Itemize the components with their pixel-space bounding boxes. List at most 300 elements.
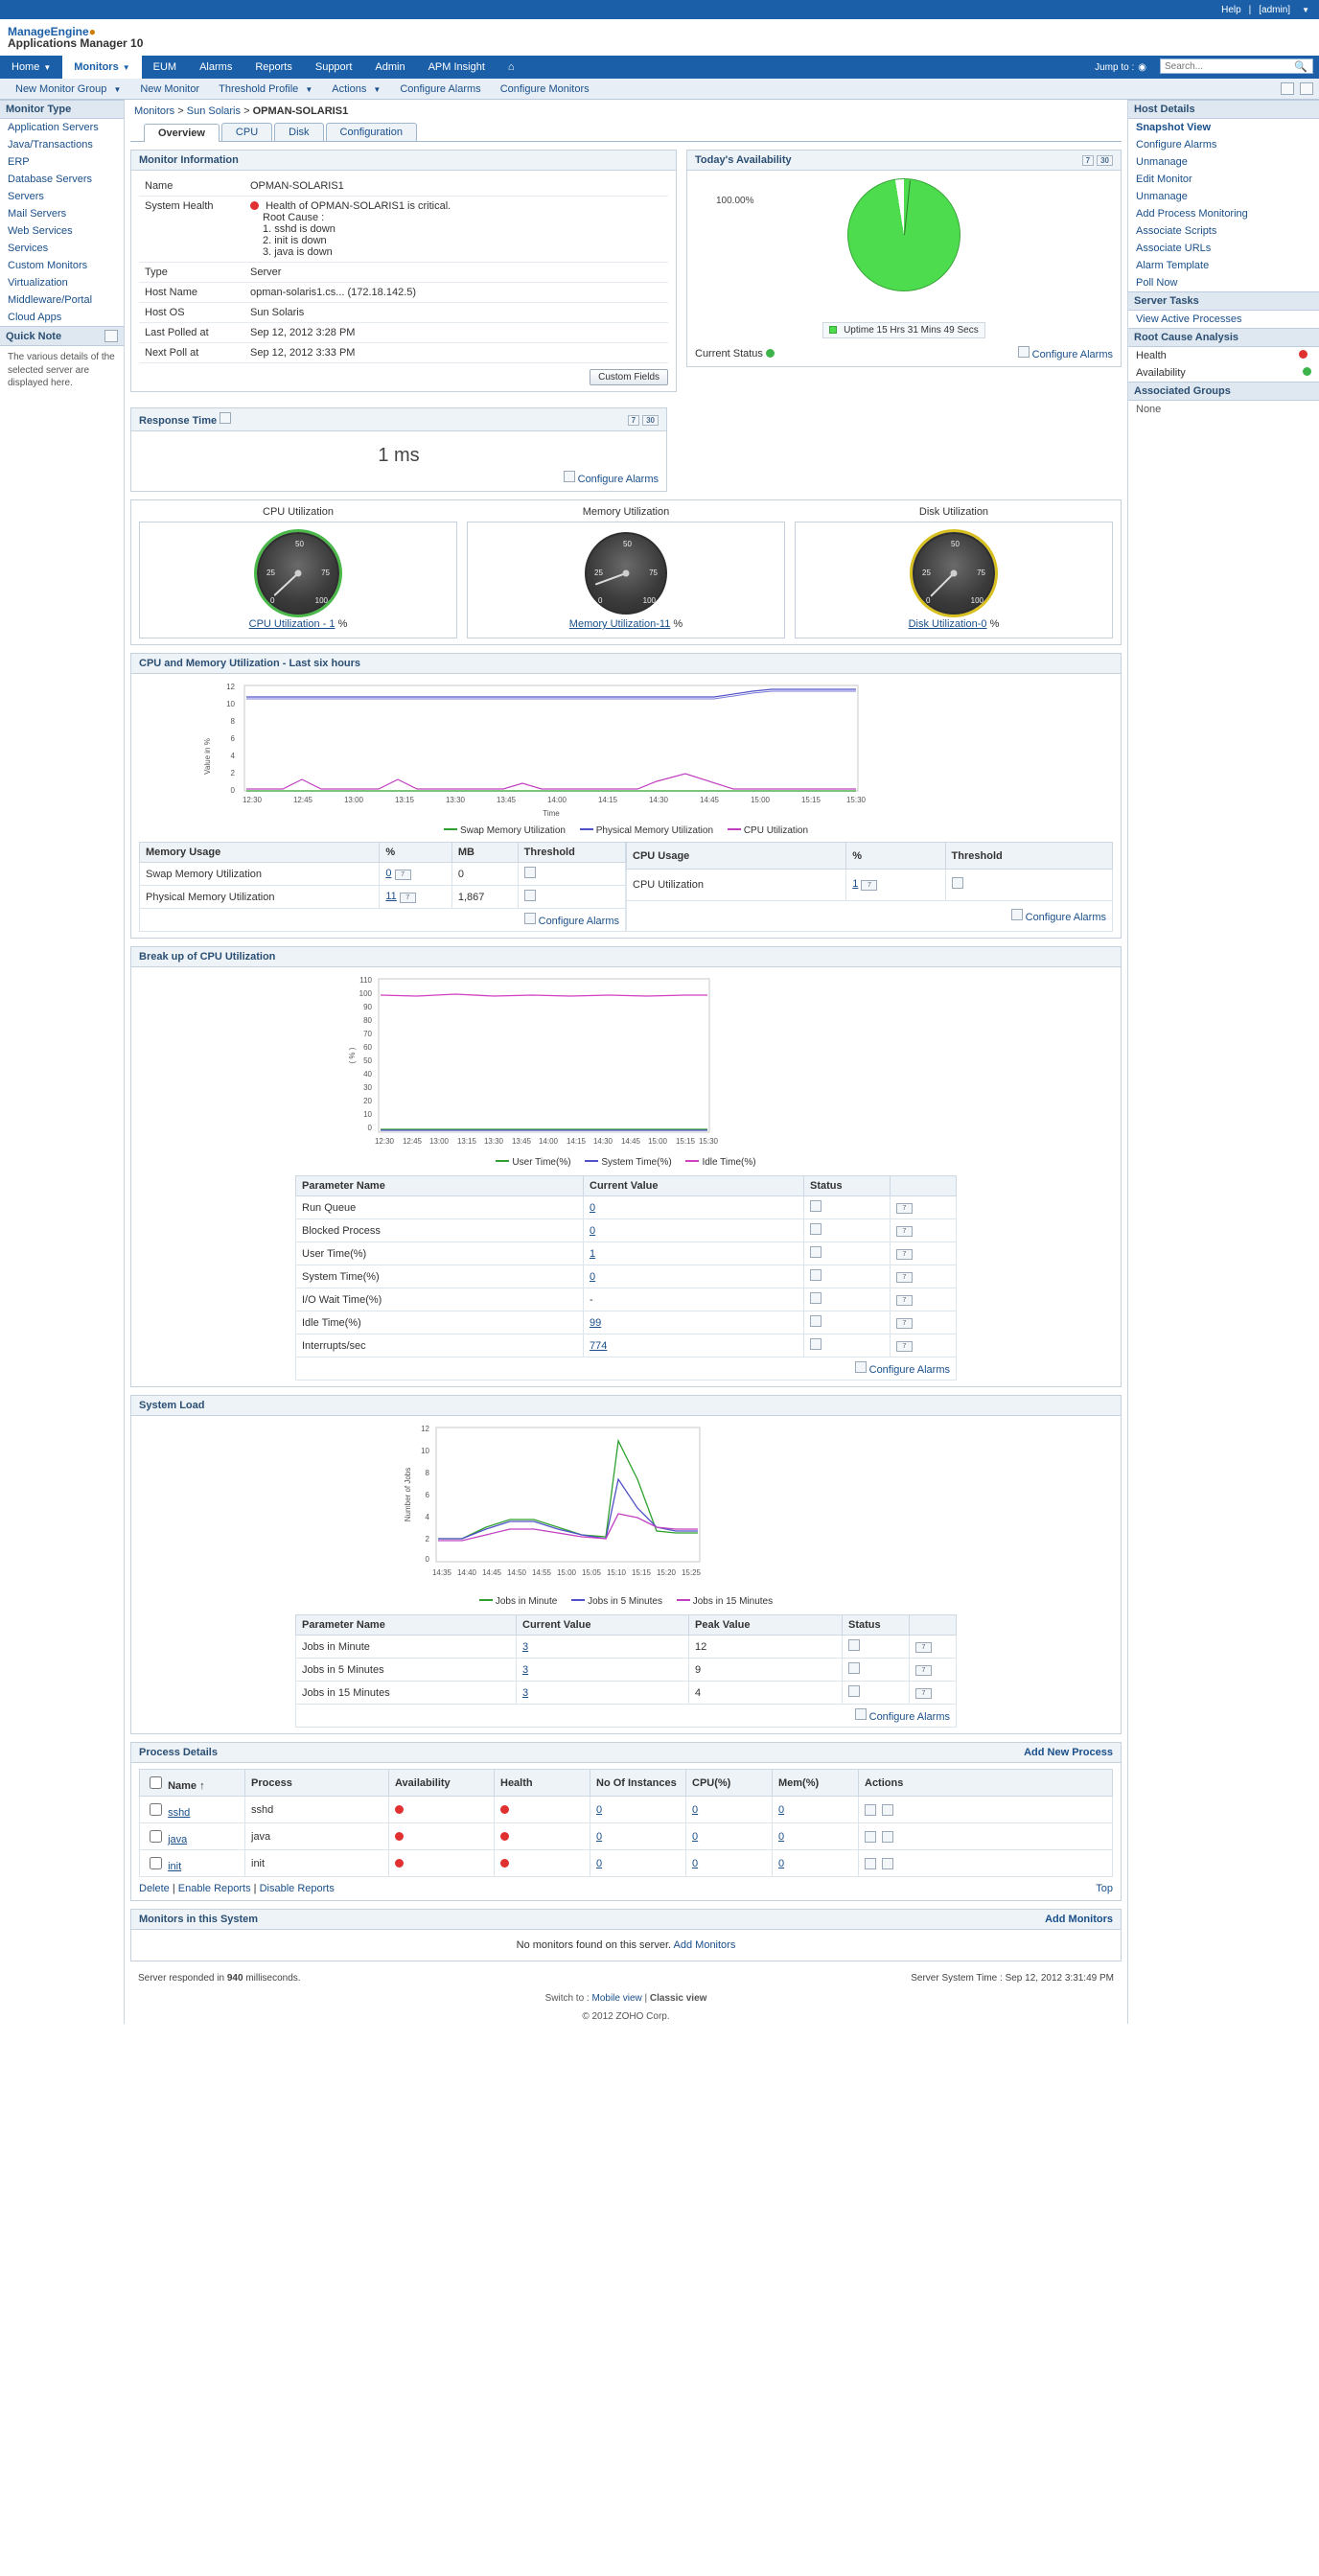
- tab-overview[interactable]: Overview: [144, 124, 220, 142]
- response-time-body: [131, 431, 666, 491]
- svg-text:15:30: 15:30: [845, 796, 867, 804]
- add-process-monitoring-link[interactable]: Add Process Monitoring: [1136, 208, 1248, 220]
- process-row-2-instances: 0: [590, 1850, 686, 1877]
- nav-item-support[interactable]: Support: [314, 61, 353, 73]
- cpu-utilization-link[interactable]: CPU Utilization - 1: [248, 618, 336, 630]
- alarm-config-icon[interactable]: [1011, 909, 1023, 920]
- sl-row-0-peak: 12: [689, 1636, 843, 1659]
- table-row: [627, 900, 1113, 931]
- sl-row-0-name: Jobs in Minute: [296, 1636, 517, 1659]
- svg-text:13:00: 13:00: [343, 796, 364, 804]
- process-row-1-health: [495, 1823, 590, 1850]
- svg-text:12:30: 12:30: [242, 796, 263, 804]
- graph-icon[interactable]: 7: [896, 1226, 913, 1237]
- utilization-gauges-box: [130, 499, 1122, 645]
- param-idle-time-status: [804, 1311, 891, 1334]
- tab-configuration[interactable]: Configuration: [326, 123, 417, 141]
- threshold-icon[interactable]: [524, 890, 536, 901]
- sl-row-0-current: 3: [517, 1636, 689, 1659]
- response-time-configure-alarms-link[interactable]: Configure Alarms: [577, 474, 659, 485]
- break-cpu-configure-cell: [296, 1358, 957, 1381]
- chart-icon[interactable]: [220, 412, 231, 424]
- sl-row-2-name: Jobs in 15 Minutes: [296, 1682, 517, 1705]
- alarm-config-icon[interactable]: [882, 1804, 893, 1816]
- threshold-icon[interactable]: [810, 1200, 821, 1212]
- root-cause-3: 3. java is down: [263, 246, 333, 258]
- quick-note-header: [0, 326, 124, 346]
- graph-icon[interactable]: 7: [896, 1341, 913, 1352]
- cpu-memory-chart-box: [130, 653, 1122, 939]
- th-memory-pct: %: [380, 843, 452, 863]
- response-time-box: [130, 407, 667, 492]
- graph-icon[interactable]: 7: [896, 1203, 913, 1214]
- threshold-icon[interactable]: [848, 1639, 860, 1651]
- toolbar-configure-monitors[interactable]: Configure Monitors: [499, 82, 590, 95]
- range-7-days-button[interactable]: 7: [1082, 155, 1094, 166]
- nav-item-reports[interactable]: Reports: [255, 61, 292, 73]
- row-checkbox[interactable]: [150, 1830, 162, 1843]
- associated-groups-title: Associated Groups: [1128, 382, 1319, 401]
- health-critical-text: Health of OPMAN-SOLARIS1 is critical.: [266, 200, 451, 212]
- param-user-time-name: User Time(%): [296, 1242, 584, 1265]
- legend-jobs-in-15-minutes: Jobs in 15 Minutes: [677, 1596, 773, 1607]
- associate-scripts-link[interactable]: Associate Scripts: [1136, 225, 1217, 237]
- graph-icon[interactable]: 7: [915, 1642, 932, 1653]
- gauge-title-disk: Disk Utilization: [918, 506, 989, 518]
- info-label-host-name: Host Name: [139, 283, 244, 303]
- system-load-legend: [139, 1594, 1113, 1607]
- sidebar-item-web-services[interactable]: Web Services: [8, 225, 73, 237]
- process-row-0-process: sshd: [245, 1797, 389, 1823]
- uptime-color-swatch: [829, 326, 837, 334]
- graph-icon[interactable]: 7: [896, 1249, 913, 1260]
- mobile-view-link[interactable]: Mobile view: [591, 1993, 642, 2004]
- edit-icon[interactable]: [865, 1804, 876, 1816]
- nav-item-admin[interactable]: Admin: [375, 61, 405, 73]
- process-row-2-health: [495, 1850, 590, 1877]
- toolbar-new-monitor[interactable]: New Monitor: [140, 82, 200, 95]
- main-navigation: [0, 56, 1319, 79]
- param-run-queue-graph: [891, 1196, 957, 1219]
- breadcrumb-sep-2: >: [243, 105, 250, 117]
- process-row-0-health: [495, 1797, 590, 1823]
- associate-urls-link[interactable]: Associate URLs: [1136, 243, 1212, 254]
- cpu-memory-chart-header: [131, 654, 1121, 674]
- footer-copyright: © 2012 ZOHO Corp.: [582, 2011, 670, 2022]
- memory-row-0-name: Swap Memory Utilization: [140, 863, 380, 886]
- user-menu-link[interactable]: [admin]: [1259, 4, 1291, 15]
- process-row-1-cpu: 0: [686, 1823, 773, 1850]
- th-parameter-name: Parameter Name: [296, 1176, 584, 1196]
- process-row-2-name[interactable]: init: [140, 1850, 245, 1877]
- cpu-row-0-threshold: [945, 870, 1112, 900]
- add-new-process-link[interactable]: Add New Process: [1024, 1747, 1113, 1758]
- memory-row-1-mb: 1,867: [451, 886, 518, 909]
- current-status-group: [695, 348, 775, 360]
- response-time-title-group: [139, 412, 231, 427]
- sl-row-1-graph: [910, 1659, 957, 1682]
- th-process-name[interactable]: Name ↑: [140, 1770, 245, 1797]
- th-sl-graph: [910, 1615, 957, 1636]
- threshold-icon[interactable]: [848, 1662, 860, 1674]
- availability-configure-alarms-link[interactable]: Configure Alarms: [1031, 349, 1113, 360]
- table-row: [296, 1358, 957, 1381]
- process-row-1-actions: [859, 1823, 1113, 1850]
- nav-item-monitors[interactable]: Monitors ▼: [62, 56, 141, 79]
- poll-now-link[interactable]: Poll Now: [1136, 277, 1178, 289]
- monitor-information-body: [131, 171, 676, 391]
- chevron-down-icon: ▼: [305, 84, 313, 94]
- memory-usage-table: [139, 842, 626, 932]
- expand-icon[interactable]: [104, 330, 118, 342]
- svg-text:13:15: 13:15: [394, 796, 415, 804]
- sl-row-0-status: [843, 1636, 910, 1659]
- sidebar-item-cloud-apps[interactable]: Cloud Apps: [8, 312, 62, 323]
- availability-pie-icon: [847, 178, 960, 291]
- memory-configure-alarms-link[interactable]: Configure Alarms: [538, 916, 619, 927]
- param-interrupts-status: [804, 1334, 891, 1358]
- alarm-config-icon[interactable]: [855, 1708, 867, 1720]
- gauge-cell-memory: [467, 522, 785, 638]
- chevron-down-icon: ▼: [122, 62, 130, 72]
- process-details-body: [131, 1763, 1121, 1900]
- th-cpu-pct: %: [846, 843, 945, 870]
- svg-text:14:55: 14:55: [531, 1568, 552, 1577]
- alarm-config-icon[interactable]: [882, 1831, 893, 1843]
- threshold-icon[interactable]: [848, 1685, 860, 1697]
- response-time-configure-row: [139, 471, 659, 485]
- configure-alarms-link[interactable]: Configure Alarms: [1136, 139, 1217, 151]
- select-all-checkbox[interactable]: [150, 1776, 162, 1789]
- top-link[interactable]: Top: [1096, 1883, 1113, 1894]
- right-sidebar: [1127, 100, 1319, 2024]
- break-cpu-svg: [139, 973, 1002, 1155]
- param-system-time-value: 0: [584, 1265, 804, 1288]
- info-value-system-health: [244, 197, 668, 263]
- svg-text:15:15: 15:15: [675, 1137, 696, 1146]
- param-blocked-process-status: [804, 1219, 891, 1242]
- memory-configure-cell: [140, 909, 626, 932]
- svg-text:15:15: 15:15: [631, 1568, 652, 1577]
- process-row-2-cpu: 0: [686, 1850, 773, 1877]
- svg-text:14:45: 14:45: [620, 1137, 641, 1146]
- svg-text:20: 20: [363, 1097, 372, 1105]
- enable-reports-link[interactable]: Enable Reports: [177, 1883, 251, 1894]
- table-row: [139, 283, 668, 303]
- graph-icon[interactable]: 7: [896, 1272, 913, 1283]
- sl-row-1-name: Jobs in 5 Minutes: [296, 1659, 517, 1682]
- svg-text:12: 12: [226, 683, 235, 691]
- add-monitors-link[interactable]: Add Monitors: [1045, 1914, 1113, 1925]
- jump-to-icon[interactable]: ◉: [1138, 61, 1146, 73]
- graph-icon[interactable]: 7: [400, 893, 416, 903]
- svg-text:6: 6: [425, 1491, 429, 1499]
- sidebar-item-virtualization[interactable]: Virtualization: [8, 277, 68, 289]
- svg-text:70: 70: [363, 1030, 372, 1038]
- response-time-panel: [130, 407, 667, 492]
- gauge-tick-25: 25: [922, 569, 931, 577]
- sidebar-item-middleware-portal[interactable]: Middleware/Portal: [8, 294, 93, 306]
- th-health: Health: [495, 1770, 590, 1797]
- breadcrumb-monitors[interactable]: Monitors: [134, 105, 175, 117]
- alarm-config-icon[interactable]: [564, 471, 575, 482]
- memory-row-1-name: Physical Memory Utilization: [140, 886, 380, 909]
- table-row: [140, 1850, 1113, 1877]
- monitors-empty-add-link[interactable]: Add Monitors: [673, 1939, 736, 1951]
- graph-icon[interactable]: 7: [861, 880, 877, 891]
- alarm-config-icon[interactable]: [882, 1858, 893, 1869]
- toolbar-threshold-profile[interactable]: Threshold Profile ▼: [219, 82, 313, 95]
- associated-groups-none: None: [1136, 404, 1162, 415]
- sl-row-1-current: 3: [517, 1659, 689, 1682]
- system-load-configure-alarms-link[interactable]: Configure Alarms: [868, 1711, 950, 1723]
- sidebar-item-mail-servers[interactable]: Mail Servers: [8, 208, 67, 220]
- system-load-table-wrap: [139, 1607, 1113, 1728]
- table-row: [140, 886, 626, 909]
- sl-row-2-graph: [910, 1682, 957, 1705]
- search-input[interactable]: [1161, 60, 1293, 73]
- cpu-configure-cell: [627, 900, 1113, 931]
- custom-fields-button[interactable]: Custom Fields: [590, 369, 668, 385]
- chevron-down-icon[interactable]: ▼: [1302, 5, 1309, 14]
- print-icon[interactable]: [1300, 82, 1313, 95]
- cpu-configure-alarms-link[interactable]: Configure Alarms: [1025, 911, 1106, 923]
- nav-item-alarms[interactable]: Alarms: [199, 61, 233, 73]
- svg-text:14:00: 14:00: [538, 1137, 559, 1146]
- threshold-icon[interactable]: [810, 1246, 821, 1258]
- topbar-separator: |: [1248, 4, 1252, 15]
- gauge-caption-disk: [796, 618, 1112, 630]
- unmanage-link-2[interactable]: Unmanage: [1136, 191, 1188, 202]
- left-sidebar: [0, 100, 125, 2024]
- svg-text:( % ): ( % ): [348, 1047, 357, 1064]
- table-row: [296, 1242, 957, 1265]
- snapshot-view-link[interactable]: Snapshot View: [1136, 122, 1212, 133]
- cpu-row-0-pct: 1 7: [846, 870, 945, 900]
- svg-text:15:00: 15:00: [647, 1137, 668, 1146]
- classic-view-label: Classic view: [649, 1993, 707, 2004]
- break-cpu-body: [131, 967, 1121, 1386]
- row-checkbox[interactable]: [150, 1857, 162, 1869]
- toolbar-configure-alarms[interactable]: Configure Alarms: [400, 82, 481, 95]
- svg-text:0: 0: [425, 1555, 429, 1564]
- table-header-row: [627, 843, 1113, 870]
- tab-cpu[interactable]: CPU: [221, 123, 272, 141]
- chevron-down-icon: ▼: [373, 84, 382, 94]
- threshold-icon[interactable]: [524, 867, 536, 878]
- threshold-icon[interactable]: [810, 1269, 821, 1281]
- break-cpu-legend: [139, 1155, 1113, 1168]
- gauge-tick-50: 50: [951, 540, 960, 548]
- monitors-in-system-body: [131, 1930, 1121, 1961]
- graph-icon[interactable]: 7: [915, 1688, 932, 1699]
- param-io-wait-graph: [891, 1288, 957, 1311]
- row-checkbox[interactable]: [150, 1803, 162, 1816]
- availability-down-icon: [395, 1832, 404, 1841]
- process-details-header: [131, 1743, 1121, 1763]
- memory-utilization-link[interactable]: Memory Utilization-11: [568, 618, 671, 630]
- toolbar-actions[interactable]: Actions ▼: [332, 82, 382, 95]
- cpu-gauge-icon: [257, 532, 339, 615]
- quick-note-title: Quick Note: [6, 330, 62, 342]
- page-body: [0, 100, 1319, 2024]
- disable-reports-link[interactable]: Disable Reports: [259, 1883, 335, 1894]
- svg-text:90: 90: [363, 1003, 372, 1011]
- threshold-icon[interactable]: [810, 1338, 821, 1350]
- alarm-config-icon[interactable]: [524, 913, 536, 924]
- break-cpu-configure-alarms-link[interactable]: Configure Alarms: [868, 1364, 950, 1376]
- nav-item-home[interactable]: Home ▼: [12, 61, 52, 73]
- health-critical-icon: [500, 1805, 509, 1814]
- svg-text:8: 8: [230, 717, 235, 726]
- svg-text:15:15: 15:15: [800, 796, 821, 804]
- home-icon[interactable]: ⌂: [507, 61, 515, 73]
- sidebar-item-erp[interactable]: ERP: [8, 156, 30, 168]
- root-cause-analysis-title: Root Cause Analysis: [1128, 328, 1319, 347]
- sl-row-2-peak: 4: [689, 1682, 843, 1705]
- svg-text:10: 10: [421, 1447, 429, 1455]
- footer-view-switch: [130, 1987, 1122, 2006]
- svg-text:13:30: 13:30: [445, 796, 466, 804]
- sidebar-item-services[interactable]: Services: [8, 243, 49, 254]
- sidebar-item-database-servers[interactable]: Database Servers: [8, 174, 93, 185]
- search-box[interactable]: [1160, 58, 1313, 74]
- help-link[interactable]: Help: [1221, 4, 1241, 15]
- nav-item-eum[interactable]: EUM: [152, 61, 177, 73]
- unmanage-link[interactable]: Unmanage: [1136, 156, 1188, 168]
- range-30-days-button[interactable]: 30: [1097, 155, 1113, 166]
- response-time-value: 1 ms: [378, 445, 420, 466]
- th-sl-current: Current Value: [517, 1615, 689, 1636]
- legend-jobs-in-5-minutes: Jobs in 5 Minutes: [571, 1596, 662, 1607]
- table-row: [140, 909, 626, 932]
- alarm-config-icon[interactable]: [855, 1361, 867, 1373]
- svg-text:13:00: 13:00: [428, 1137, 450, 1146]
- table-row: [296, 1334, 957, 1358]
- system-load-configure-cell: [296, 1705, 957, 1728]
- brand-header: [0, 19, 1319, 56]
- param-interrupts-name: Interrupts/sec: [296, 1334, 584, 1358]
- gauge-tick-0: 0: [598, 596, 603, 605]
- param-run-queue-value: 0: [584, 1196, 804, 1219]
- process-details-title: Process Details: [139, 1747, 218, 1758]
- jump-to-control[interactable]: [1087, 56, 1154, 79]
- toolbar-new-monitor-group[interactable]: New Monitor Group ▼: [15, 82, 122, 95]
- disk-utilization-link[interactable]: Disk Utilization-0: [908, 618, 987, 630]
- info-value-next-poll: Sep 12, 2012 3:33 PM: [244, 343, 668, 363]
- chevron-down-icon: ▼: [43, 62, 52, 72]
- svg-text:15:05: 15:05: [581, 1568, 602, 1577]
- availability-status-row: [695, 338, 1113, 360]
- response-range-7-button[interactable]: 7: [628, 415, 639, 426]
- breadcrumb-sun-solaris[interactable]: Sun Solaris: [186, 105, 242, 117]
- info-value-name: OPMAN-SOLARIS1: [244, 176, 668, 197]
- process-row-1-name[interactable]: java: [140, 1823, 245, 1850]
- disk-gauge-icon: [913, 532, 995, 615]
- memory-row-0-mb: 0: [451, 863, 518, 886]
- table-row: [296, 1311, 957, 1334]
- sidebar-item-custom-monitors[interactable]: Custom Monitors: [8, 260, 88, 271]
- svg-text:4: 4: [230, 752, 235, 760]
- svg-text:Time: Time: [543, 809, 560, 818]
- monitor-information-title: Monitor Information: [139, 154, 239, 166]
- sidebar-item-application-servers[interactable]: Application Servers: [8, 122, 99, 133]
- edit-monitor-link[interactable]: Edit Monitor: [1136, 174, 1192, 185]
- param-idle-time-graph: [891, 1311, 957, 1334]
- th-memory-mb: MB: [451, 843, 518, 863]
- th-cpu-usage: CPU Usage: [627, 843, 846, 870]
- edit-icon[interactable]: [865, 1831, 876, 1843]
- alarm-template-link[interactable]: Alarm Template: [1136, 260, 1210, 271]
- th-process: Process: [245, 1770, 389, 1797]
- svg-text:15:25: 15:25: [681, 1568, 702, 1577]
- svg-text:110: 110: [359, 976, 372, 985]
- table-row: [139, 343, 668, 363]
- process-row-1-availability: [389, 1823, 495, 1850]
- threshold-icon[interactable]: [952, 877, 963, 889]
- process-details-box: [130, 1742, 1122, 1901]
- cpu-memory-chart-body: [131, 674, 1121, 938]
- sidebar-item-servers[interactable]: Servers: [8, 191, 44, 202]
- param-run-queue-name: Run Queue: [296, 1196, 584, 1219]
- graph-icon[interactable]: 7: [896, 1295, 913, 1306]
- svg-text:14:40: 14:40: [456, 1568, 477, 1577]
- jump-to-label: Jump to :: [1095, 61, 1135, 73]
- alarm-config-icon[interactable]: [1018, 346, 1030, 358]
- break-cpu-box: [130, 946, 1122, 1387]
- graph-icon[interactable]: 7: [915, 1665, 932, 1676]
- threshold-icon[interactable]: [810, 1223, 821, 1235]
- pdf-export-icon[interactable]: [1281, 82, 1294, 95]
- breadcrumb-sep-1: >: [177, 105, 184, 117]
- break-cpu-title: Break up of CPU Utilization: [139, 951, 276, 963]
- availability-header: [687, 151, 1121, 171]
- th-memory-threshold: Threshold: [518, 843, 625, 863]
- table-header-row: [296, 1615, 957, 1636]
- process-row-0-name[interactable]: sshd: [140, 1797, 245, 1823]
- search-icon[interactable]: 🔍: [1294, 60, 1307, 73]
- sl-row-1-status: [843, 1659, 910, 1682]
- table-row: [296, 1659, 957, 1682]
- response-range-30-button[interactable]: 30: [642, 415, 659, 426]
- gauge-needle: [930, 572, 954, 596]
- cpu-row-0-name: CPU Utilization: [627, 870, 846, 900]
- threshold-icon[interactable]: [810, 1315, 821, 1327]
- threshold-icon[interactable]: [810, 1292, 821, 1304]
- gauge-tick-75: 75: [649, 569, 658, 577]
- edit-icon[interactable]: [865, 1858, 876, 1869]
- svg-text:12:45: 12:45: [292, 796, 313, 804]
- toolbar-right-icons: [1281, 82, 1313, 95]
- svg-text:Number of Jobs: Number of Jobs: [404, 1467, 412, 1522]
- availability-down-icon: [395, 1859, 404, 1868]
- th-no-of-instances: No Of Instances: [590, 1770, 686, 1797]
- root-cause-1: 1. sshd is down: [263, 223, 336, 235]
- sidebar-item-java-transactions[interactable]: Java/Transactions: [8, 139, 93, 151]
- graph-icon[interactable]: 7: [395, 870, 411, 880]
- sidebar-title: Monitor Type: [0, 100, 124, 119]
- custom-fields-row: [139, 363, 668, 385]
- system-load-svg: [139, 1422, 1002, 1594]
- graph-icon[interactable]: 7: [896, 1318, 913, 1329]
- param-system-time-name: System Time(%): [296, 1265, 584, 1288]
- delete-link[interactable]: Delete: [139, 1883, 170, 1894]
- tab-disk[interactable]: Disk: [274, 123, 323, 141]
- view-active-processes-link[interactable]: View Active Processes: [1136, 313, 1242, 325]
- gauge-hub: [295, 570, 302, 577]
- svg-text:2: 2: [230, 769, 235, 777]
- nav-item-apm-insight[interactable]: APM Insight: [428, 61, 485, 73]
